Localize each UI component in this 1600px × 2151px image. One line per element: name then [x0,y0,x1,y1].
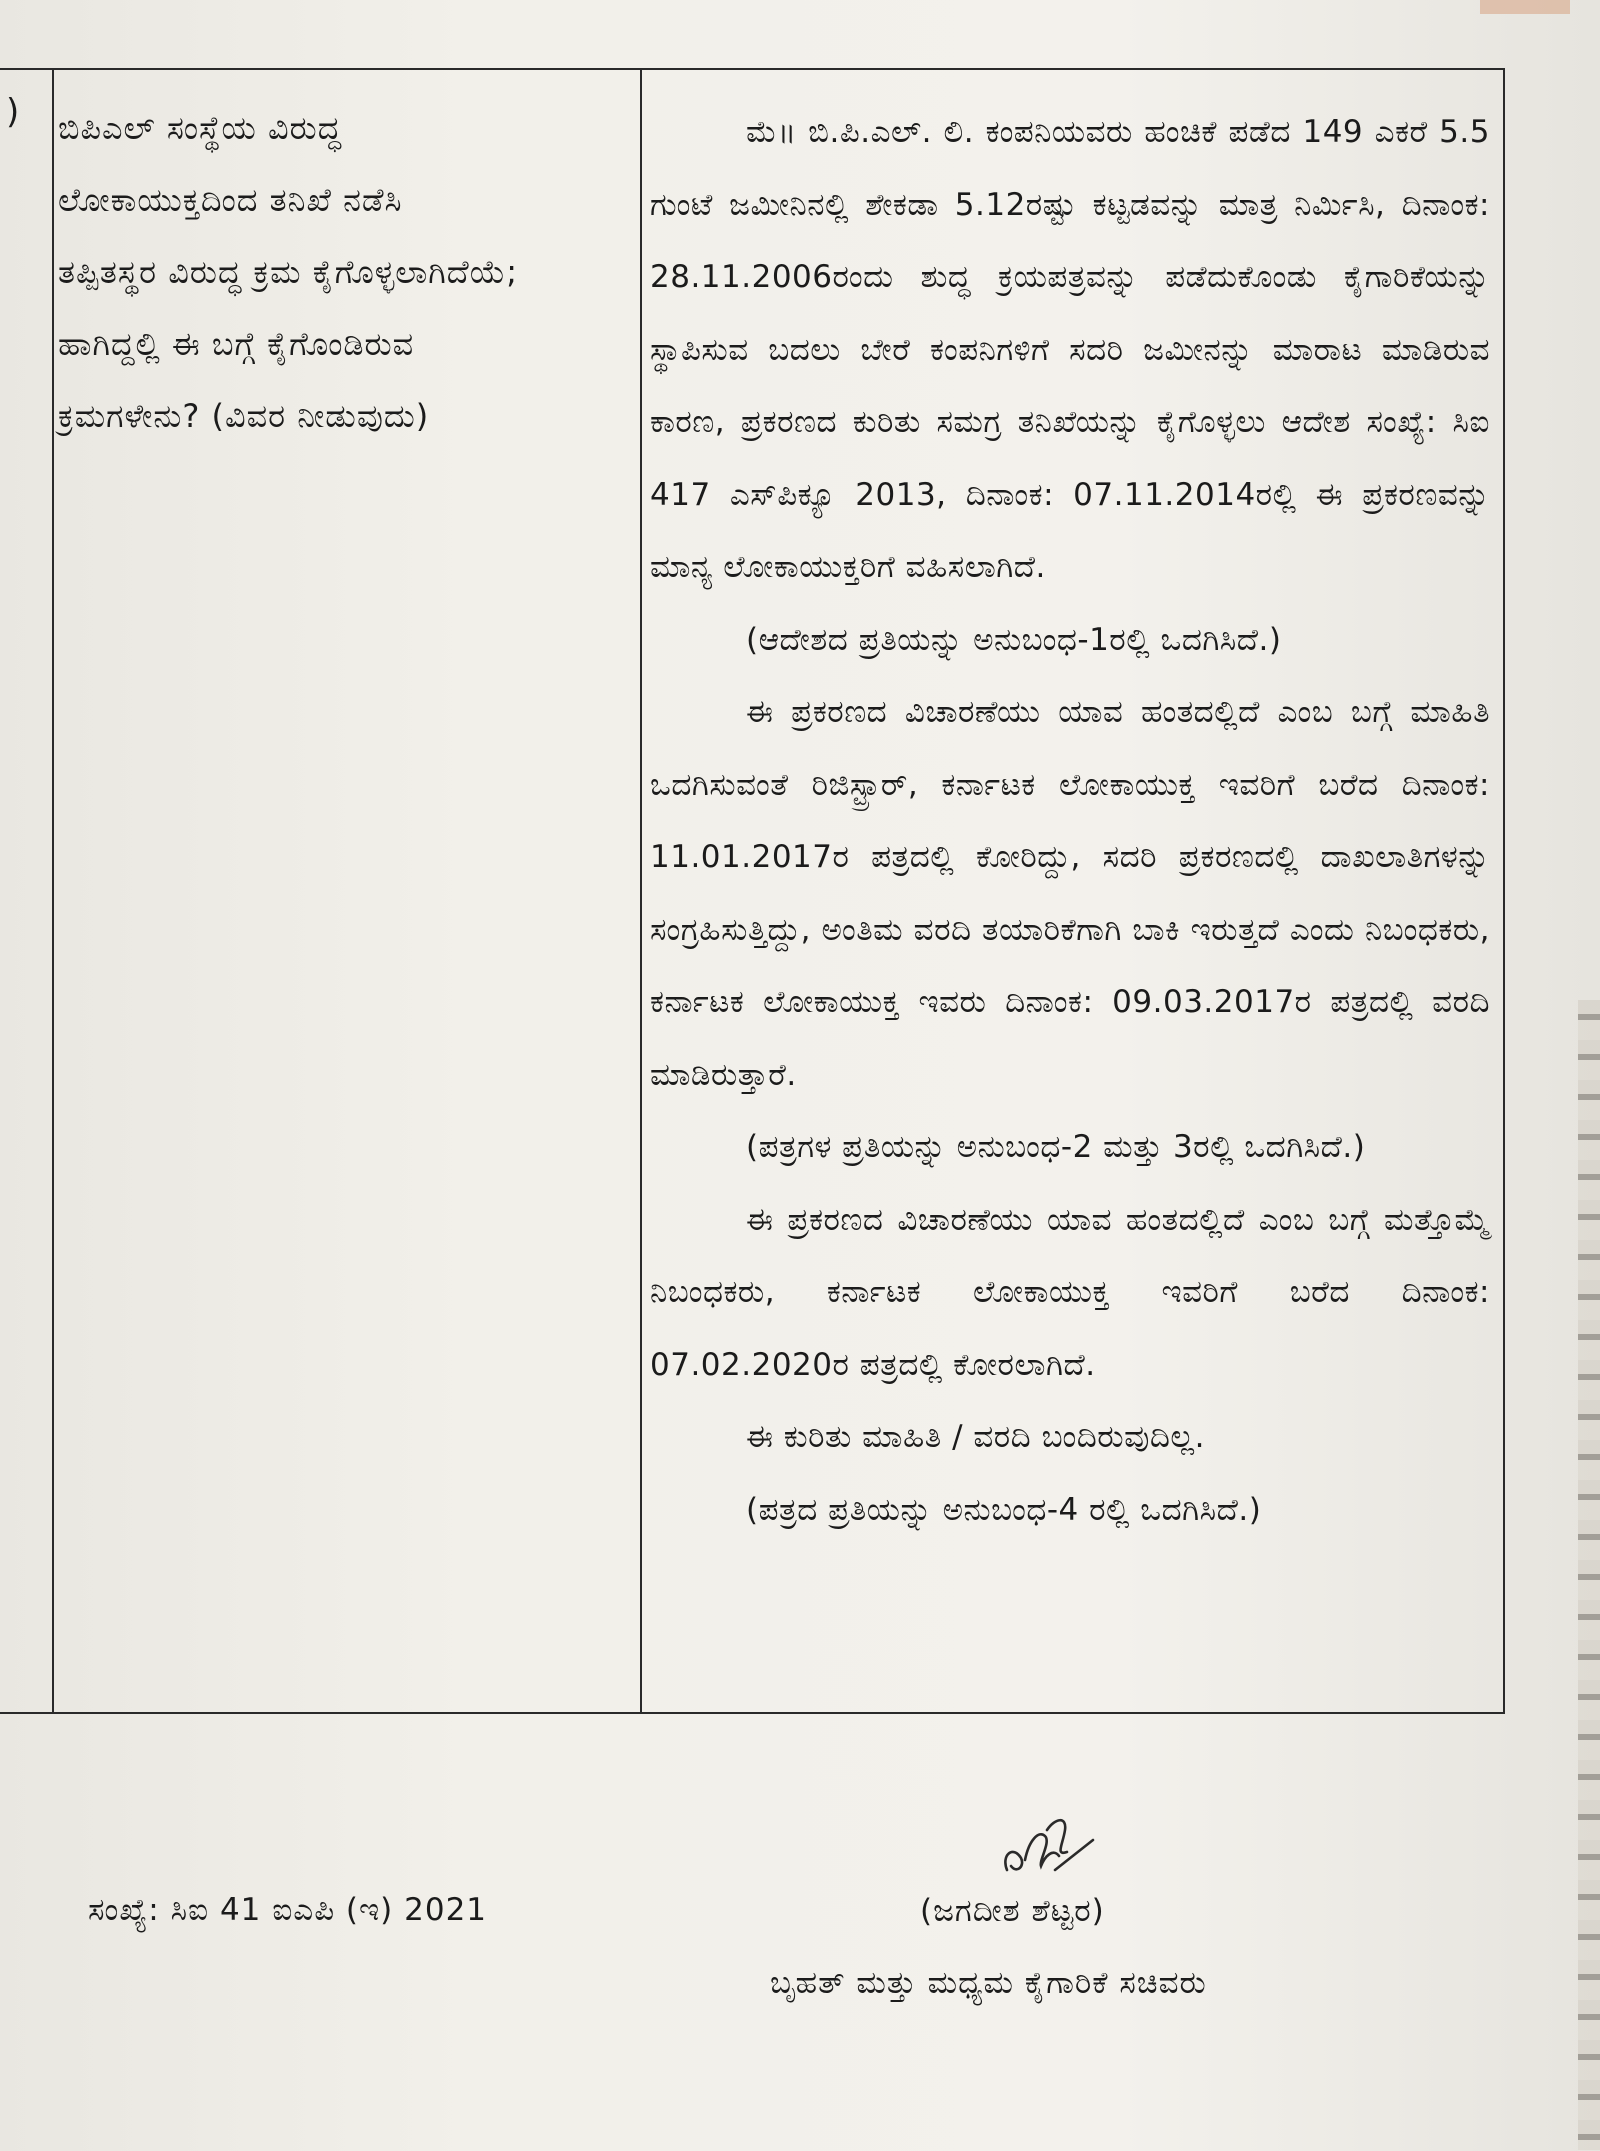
answer-cell [650,96,1490,1546]
question-line: ತಪ್ಪಿತಸ್ಥರ ವಿರುದ್ಧ ಕ್ರಮ ಕೈಗೊಳ್ಳಲಾಗಿದೆಯೆ; [58,253,519,291]
annexure-note-2: (ಪತ್ರಗಳ ಪ್ರತಿಯನ್ನು ಅನುಬಂಧ-2 ಮತ್ತು 3ರಲ್ಲಿ ಒದಗಿಸಿದೆ.) [746,1129,1366,1165]
question-line: ಬಿಪಿಎಲ್ ಸಂಸ್ಥೆಯ ವಿರುದ್ಧ [58,109,342,147]
annexure-note-3: (ಪತ್ರದ ಪ್ರತಿಯನ್ನು ಅನುಬಂಧ-4 ರಲ್ಲಿ ಒದಗಿಸಿದೆ.) [746,1491,1262,1528]
answer-paragraph-3: ಈ ಪ್ರಕರಣದ ವಿಚಾರಣೆಯು ಯಾವ ಹಂತದಲ್ಲಿದೆ ಎಂಬ ಬಗ್ಗೆ ಮತ್ತೊಮ್ಮೆ ನಿಬಂಧಕರು, ಕರ್ನಾಟಕ ಲೋಕಾಯುಕ್ತ ಇವರಿಗೆ ಬರೆದ ದಿನಾಂಕ: 07.02.2020ರ ಪತ್ರದಲ್ಲಿ ಕೋರಲಾಗಿದೆ. [650,1201,1490,1383]
question-line: ಹಾಗಿದ್ದಲ್ಲಿ ಈ ಬಗ್ಗೆ ಕೈಗೊಂಡಿರುವ [58,325,415,363]
signer-name: (ಜಗದೀಶ ಶೆಟ್ಟರ) [920,1893,1105,1929]
question-line: ಕ್ರಮಗಳೇನು? (ವಿವರ ನೀಡುವುದು) [58,397,430,435]
table-top-border [0,68,1505,70]
answer-paragraph-1: ಮೆ॥ ಬಿ.ಪಿ.ಎಲ್. ಲಿ. ಕಂಪನಿಯವರು ಹಂಚಿಕೆ ಪಡೆದ 149 ಎಕರೆ 5.5 ಗುಂಟೆ ಜಮೀನಿನಲ್ಲಿ ಶೇಕಡಾ 5.12ರಷ್ಟು ಕಟ್ಟಡವನ್ನು ಮಾತ್ರ ನಿರ್ಮಿಸಿ, ದಿನಾಂಕ: 28.11.2006ರಂದು ಶುದ್ಧ ಕ್ರಯಪತ್ರವನ್ನು ಪಡೆದುಕೊಂಡು ಕೈಗಾರಿಕೆಯನ್ನು ಸ್ಥಾಪಿಸುವ ಬದಲು ಬೇರೆ ಕಂಪನಿಗಳಿಗೆ ಸದರಿ ಜಮೀನನ್ನು ಮಾರಾಟ ಮಾಡಿರುವ ಕಾರಣ, ಪ್ರಕರಣದ ಕುರಿತು ಸಮಗ್ರ ತನಿಖೆಯನ್ನು ಕೈಗೊಳ್ಳಲು ಆದೇಶ ಸಂಖ್ಯೆ: ಸಿಐ 417 ಎಸ್‌ಪಿಕ್ಯೂ 2013, ದಿನಾಂಕ: 07.11.2014ರಲ್ಲಿ ಈ ಪ್ರಕರಣವನ್ನು ಮಾನ್ಯ ಲೋಕಾಯುಕ್ತರಿಗೆ ವಹಿಸಲಾಗಿದೆ. [650,114,1490,585]
question-line: ಲೋಕಾಯುಕ್ತದಿಂದ ತನಿಖೆ ನಡೆಸಿ [58,181,403,219]
annexure-note-1: (ಆದೇಶದ ಪ್ರತಿಯನ್ನು ಅನುಬಂಧ-1ರಲ್ಲಿ ಒದಗಿಸಿದೆ.) [746,621,1282,658]
table-right-border [1503,68,1505,1714]
row-number-divider [52,68,54,1714]
answer-paragraph-4: ಈ ಕುರಿತು ಮಾಹಿತಿ / ವರದಿ ಬಂದಿರುವುದಿಲ್ಲ. [746,1419,1205,1455]
row-number: ) [6,92,20,132]
handwritten-signature [995,1800,1105,1890]
reference-number: ಸಂಖ್ಯೆ: ಸಿಐ 41 ಐಎಪಿ (ಇ) 2021 [88,1892,488,1928]
table-bottom-border [0,1712,1505,1714]
answer-paragraph-2: ಈ ಪ್ರಕರಣದ ವಿಚಾರಣೆಯು ಯಾವ ಹಂತದಲ್ಲಿದೆ ಎಂಬ ಬಗ್ಗೆ ಮಾಹಿತಿ ಒದಗಿಸುವಂತೆ ರಿಜಿಸ್ಟ್ರಾರ್, ಕರ್ನಾಟಕ ಲೋಕಾಯುಕ್ತ ಇವರಿಗೆ ಬರೆದ ದಿನಾಂಕ: 11.01.2017ರ ಪತ್ರದಲ್ಲಿ ಕೋರಿದ್ದು, ಸದರಿ ಪ್ರಕರಣದಲ್ಲಿ ದಾಖಲಾತಿಗಳನ್ನು ಸಂಗ್ರಹಿಸುತ್ತಿದ್ದು, ಅಂತಿಮ ವರದಿ ತಯಾರಿಕೆಗಾಗಿ ಬಾಕಿ ಇರುತ್ತದೆ ಎಂದು ನಿಬಂಧಕರು, ಕರ್ನಾಟಕ ಲೋಕಾಯುಕ್ತ ಇವರು ದಿನಾಂಕ: 09.03.2017ರ ಪತ್ರದಲ್ಲಿ ವರದಿ ಮಾಡಿರುತ್ತಾರೆ. [650,694,1490,1093]
column-divider [640,68,642,1714]
signer-designation: ಬೃಹತ್ ಮತ್ತು ಮಧ್ಯಮ ಕೈಗಾರಿಕೆ ಸಚಿವರು [770,1965,1207,2001]
question-cell [58,92,632,452]
